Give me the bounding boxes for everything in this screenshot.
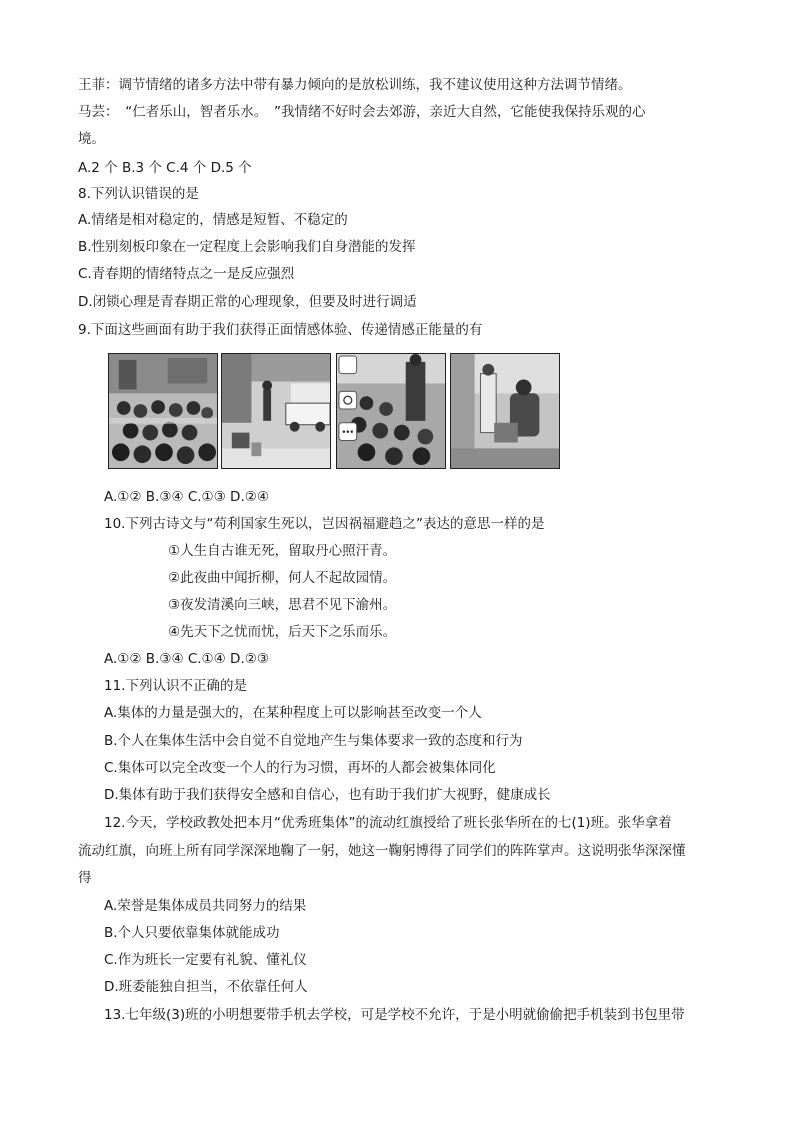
- crowd-image-icon: [109, 354, 217, 468]
- q12-option-c: C.作为班长一定要有礼貌、懂礼仪: [104, 952, 307, 968]
- q10-poem-1: ①人生自古谁无死，留取丹心照汗青。: [168, 543, 397, 559]
- q12-option-a: A.荣誉是集体成员共同努力的结果: [104, 898, 307, 914]
- question-10: 10.下列古诗文与“苟利国家生死以，岂因祸福避趋之”表达的意思一样的是: [104, 516, 545, 532]
- q11-option-d: D.集体有助于我们获得安全感和自信心，也有助于我们扩大视野，健康成长: [104, 787, 551, 803]
- question-12-line-2: 流动红旗，向班上所有同学深深地鞠了一躬，她这一鞠躬博得了同学们的阵阵掌声。这说明张华深深懂: [78, 843, 686, 859]
- helping-image-icon: [451, 354, 559, 468]
- q10-options: A.①② B.③④ C.①④ D.②③: [104, 651, 269, 667]
- q11-option-b: B.个人在集体生活中会自觉不自觉地产生与集体要求一致的态度和行为: [104, 733, 523, 749]
- question-8: 8.下列认识错误的是: [78, 186, 199, 202]
- street-image-icon: [222, 354, 330, 468]
- classroom-image-icon: [337, 354, 445, 468]
- q8-option-b: B.性别刻板印象在一定程度上会影响我们自身潜能的发挥: [78, 239, 416, 255]
- question-11: 11.下列认识不正确的是: [104, 678, 247, 694]
- q10-poem-3: ③夜发清溪向三峡，思君不见下渝州。: [168, 597, 397, 613]
- photo-3-classroom-scene: [336, 353, 446, 469]
- photo-4-helping-scene: [450, 353, 560, 469]
- q10-poem-2: ②此夜曲中闻折柳，何人不起故园情。: [168, 570, 397, 586]
- q9-options: A.①② B.③④ C.①③ D.②④: [104, 489, 269, 505]
- question-9-photos: [108, 353, 564, 471]
- q10-poem-4: ④先天下之忧而忧，后天下之乐而乐。: [168, 624, 397, 640]
- option-line: A.2 个 B.3 个 C.4 个 D.5 个: [78, 160, 252, 176]
- question-9: 9.下面这些画面有助于我们获得正面情感体验、传递情感正能量的有: [78, 322, 483, 338]
- question-12-line-3: 得: [78, 870, 92, 886]
- text-line-3: 境。: [78, 131, 105, 147]
- q8-option-c: C.青春期的情绪特点之一是反应强烈: [78, 266, 295, 282]
- q12-option-d: D.班委能独自担当，不依靠任何人: [104, 979, 308, 995]
- q8-option-d: D.闭锁心理是青春期正常的心理现象，但要及时进行调适: [78, 294, 417, 310]
- q8-option-a: A.情绪是相对稳定的，情感是短暂、不稳定的: [78, 212, 348, 228]
- question-12-line-1: 12.今天，学校政教处把本月“优秀班集体”的流动红旗授给了班长张华所在的七(1)班。张华拿着: [104, 815, 672, 831]
- text-line-1: 王菲：调节情绪的诸多方法中带有暴力倾向的是放松训练，我不建议使用这种方法调节情绪。: [78, 77, 632, 93]
- q12-option-b: B.个人只要依靠集体就能成功: [104, 925, 280, 941]
- text-line-2: 马芸： “仁者乐山，智者乐水。 ”我情绪不好时会去郊游，亲近大自然，它能使我保持乐观的心: [78, 104, 646, 120]
- q11-option-c: C.集体可以完全改变一个人的行为习惯，再坏的人都会被集体同化: [104, 760, 496, 776]
- q11-option-a: A.集体的力量是强大的，在某种程度上可以影响甚至改变一个人: [104, 705, 482, 721]
- photo-2-street-scene: [221, 353, 331, 469]
- question-13: 13.七年级(3)班的小明想要带手机去学校，可是学校不允许，于是小明就偷偷把手机装到书包里带: [104, 1007, 685, 1023]
- photo-1-crowd-scene: [108, 353, 218, 469]
